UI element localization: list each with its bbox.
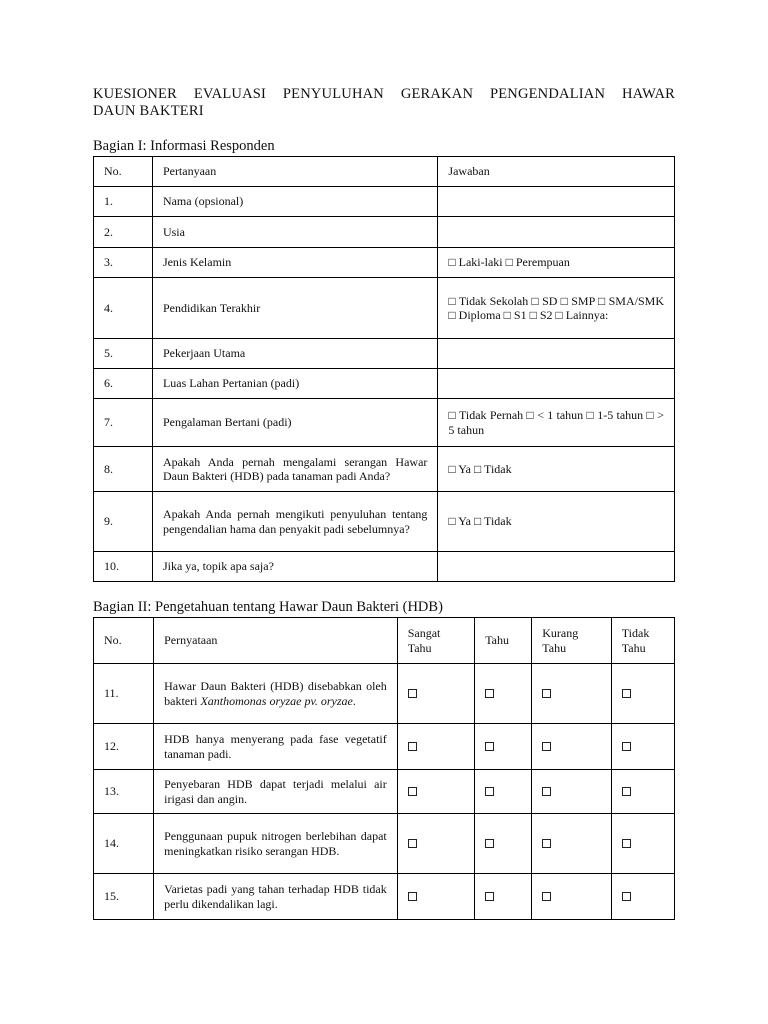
section-2-heading: Bagian II: Pengetahuan tentang Hawar Daun Bakteri (HDB) [93,599,443,615]
question-cell: Usia [152,217,437,248]
header-kurang-tahu: Kurang Tahu [532,618,612,664]
header-sangat-tahu: Sangat Tahu [397,618,474,664]
header-question: Pertanyaan [152,157,437,187]
statement-text: Hawar Daun Bakteri (HDB) disebabkan oleh bakteri [164,679,387,708]
checkbox-tahu[interactable] [485,689,494,698]
option-cell-kurang-tahu [532,814,612,874]
checkbox-kurang-tahu[interactable] [542,742,551,751]
answer-cell[interactable] [438,217,675,248]
table-row [94,369,675,399]
questionnaire-page [93,86,675,920]
option-cell-tahu [475,874,532,920]
checkbox-tahu[interactable] [485,892,494,901]
option-cell-kurang-tahu [532,770,612,814]
table-row [94,278,675,339]
row-number: 1. [94,187,153,217]
table-row [94,552,675,582]
table-row [94,447,675,492]
checkbox-tahu[interactable] [485,742,494,751]
question-cell: Jika ya, topik apa saja? [152,552,437,582]
answer-cell[interactable] [438,369,675,399]
header-answer: Jawaban [438,157,675,187]
row-number: 10. [94,552,153,582]
option-cell-sangat-tahu [397,664,474,724]
table-row [94,770,675,814]
option-cell-tahu [475,664,532,724]
row-number: 12. [94,724,154,770]
question-cell: Apakah Anda pernah mengikuti penyuluhan tentang pengendalian hama dan penyakit padi sebelumnya? [152,492,437,552]
statement-cell [154,770,398,814]
checkbox-kurang-tahu[interactable] [542,689,551,698]
statement-text: Varietas padi yang tahan terhadap HDB tidak perlu dikendalikan lagi. [164,882,387,911]
checkbox-kurang-tahu[interactable] [542,839,551,848]
checkbox-tidak-tahu[interactable] [622,787,631,796]
header-no: No. [94,157,153,187]
checkbox-kurang-tahu[interactable] [542,787,551,796]
table-row [94,217,675,248]
table-row [94,664,675,724]
answer-cell[interactable]: □ Ya □ Tidak [438,447,675,492]
header-statement: Pernyataan [154,618,398,664]
row-number: 9. [94,492,153,552]
option-cell-kurang-tahu [532,874,612,920]
question-cell: Pengalaman Bertani (padi) [152,399,437,447]
checkbox-sangat-tahu[interactable] [408,787,417,796]
checkbox-sangat-tahu[interactable] [408,839,417,848]
table-header-row [94,618,675,664]
document-title [93,86,675,120]
checkbox-tidak-tahu[interactable] [622,689,631,698]
table-row [94,187,675,217]
row-number: 5. [94,339,153,369]
table-row [94,814,675,874]
table-header-row [94,157,675,187]
row-number: 4. [94,278,153,339]
checkbox-sangat-tahu[interactable] [408,742,417,751]
option-cell-tahu [475,814,532,874]
answer-cell[interactable]: □ Laki-laki □ Perempuan [438,248,675,278]
question-cell: Pendidikan Terakhir [152,278,437,339]
question-cell: Pekerjaan Utama [152,339,437,369]
checkbox-sangat-tahu[interactable] [408,892,417,901]
row-number: 2. [94,217,153,248]
row-number: 6. [94,369,153,399]
title-line-1: KUESIONER EVALUASI PENYULUHAN GERAKAN PENGENDALIAN HAWAR [93,86,675,102]
checkbox-tahu[interactable] [485,839,494,848]
answer-cell[interactable]: □ Tidak Pernah □ < 1 tahun □ 1-5 tahun □ > 5 tahun [438,399,675,447]
option-cell-sangat-tahu [397,724,474,770]
option-cell-tidak-tahu [611,724,674,770]
option-cell-sangat-tahu [397,770,474,814]
checkbox-tidak-tahu[interactable] [622,839,631,848]
checkbox-tidak-tahu[interactable] [622,742,631,751]
question-cell: Nama (opsional) [152,187,437,217]
table-row [94,874,675,920]
statement-cell [154,724,398,770]
header-no: No. [94,618,154,664]
option-cell-sangat-tahu [397,814,474,874]
row-number: 14. [94,814,154,874]
row-number: 11. [94,664,154,724]
statement-text: HDB hanya menyerang pada fase vegetatif tanaman padi. [164,732,387,761]
checkbox-tidak-tahu[interactable] [622,892,631,901]
question-cell: Jenis Kelamin [152,248,437,278]
row-number: 7. [94,399,153,447]
table-row [94,492,675,552]
option-cell-tahu [475,770,532,814]
checkbox-tahu[interactable] [485,787,494,796]
option-cell-kurang-tahu [532,664,612,724]
row-number: 8. [94,447,153,492]
statement-cell [154,664,398,724]
answer-cell[interactable]: □ Tidak Sekolah □ SD □ SMP □ SMA/SMK □ Diploma □ S1 □ S2 □ Lainnya: [438,278,675,339]
table-row [94,724,675,770]
row-number: 15. [94,874,154,920]
statement-cell [154,814,398,874]
table-row [94,399,675,447]
checkbox-kurang-tahu[interactable] [542,892,551,901]
option-cell-tahu [475,724,532,770]
option-cell-sangat-tahu [397,874,474,920]
option-cell-tidak-tahu [611,770,674,814]
table-row [94,339,675,369]
header-tidak-tahu: Tidak Tahu [611,618,674,664]
checkbox-sangat-tahu[interactable] [408,689,417,698]
title-line-2: DAUN BAKTERI [93,103,204,119]
statement-text-end: . [352,693,356,708]
respondent-info-table [93,156,675,582]
row-number: 3. [94,248,153,278]
option-cell-tidak-tahu [611,664,674,724]
table-row [94,248,675,278]
row-number: 13. [94,770,154,814]
header-tahu: Tahu [475,618,532,664]
statement-cell [154,874,398,920]
question-cell: Luas Lahan Pertanian (padi) [152,369,437,399]
question-cell: Apakah Anda pernah mengalami serangan Hawar Daun Bakteri (HDB) pada tanaman padi Anda? [152,447,437,492]
answer-cell[interactable]: □ Ya □ Tidak [438,492,675,552]
option-cell-kurang-tahu [532,724,612,770]
statement-text: Penyebaran HDB dapat terjadi melalui air irigasi dan angin. [164,777,387,806]
answer-cell[interactable] [438,552,675,582]
answer-cell[interactable] [438,339,675,369]
statement-text: Penggunaan pupuk nitrogen berlebihan dapat meningkatkan risiko serangan HDB. [164,829,387,858]
option-cell-tidak-tahu [611,814,674,874]
knowledge-table [93,617,675,920]
option-cell-tidak-tahu [611,874,674,920]
section-1-heading: Bagian I: Informasi Responden [93,138,275,154]
statement-italic-text: Xanthomonas oryzae pv. oryzae [200,693,353,708]
answer-cell[interactable] [438,187,675,217]
